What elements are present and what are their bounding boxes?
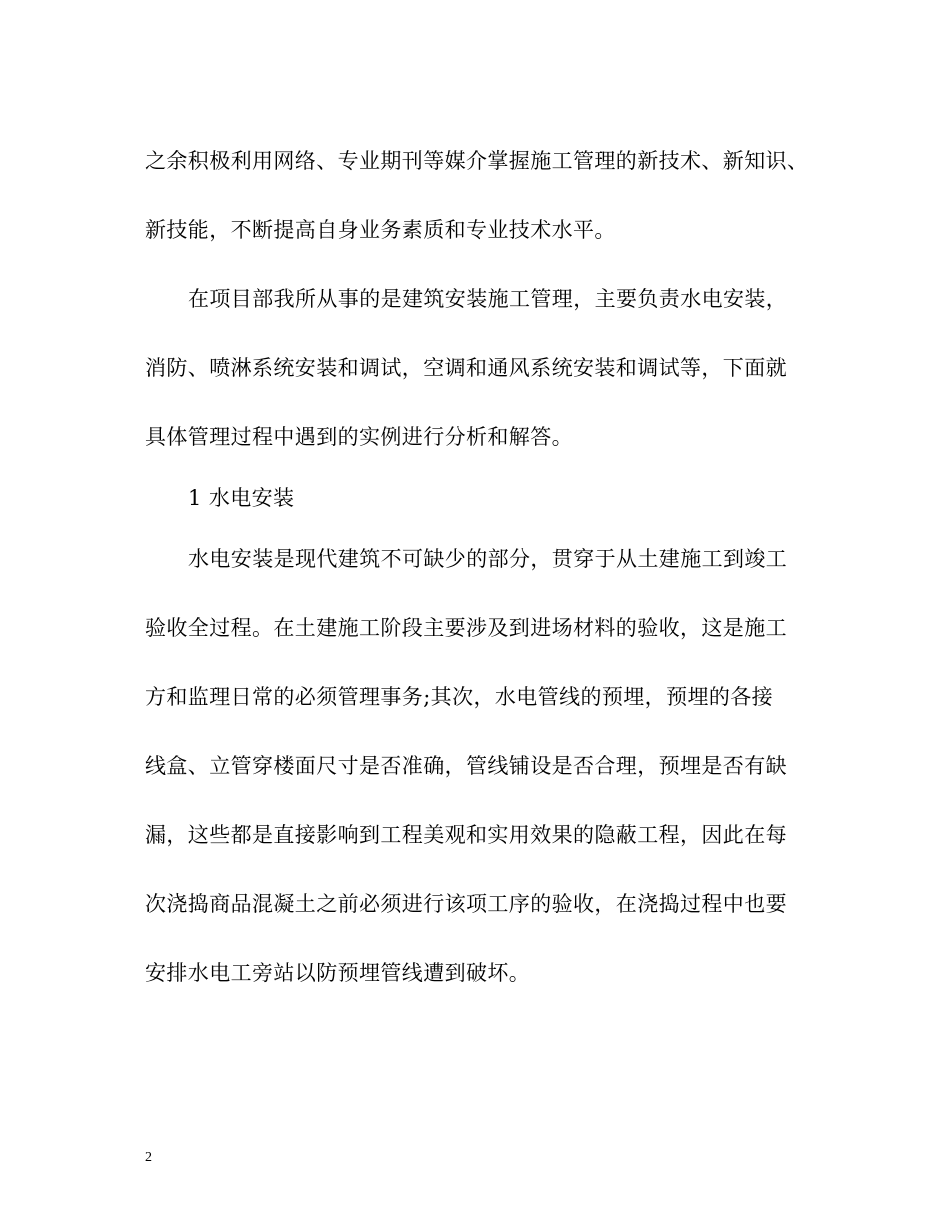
paragraph-line-12: 次浇捣商品混凝土之前必须进行该项工序的验收，在浇捣过程中也要 — [145, 892, 787, 916]
paragraph-line-8: 验收全过程。在土建施工阶段主要涉及到进场材料的验收，这是施工 — [145, 616, 787, 640]
paragraph-line-13: 安排水电工旁站以防预埋管线遭到破坏。 — [145, 961, 531, 985]
paragraph-line-7: 水电安装是现代建筑不可缺少的部分，贯穿于从土建施工到竣工 — [188, 547, 788, 571]
page-number: 2 — [145, 1150, 152, 1165]
paragraph-line-10: 线盒、立管穿楼面尺寸是否准确，管线铺设是否合理，预埋是否有缺 — [145, 754, 787, 778]
paragraph-line-11: 漏，这些都是直接影响到工程美观和实用效果的隐蔽工程，因此在每 — [145, 823, 787, 847]
paragraph-line-1: 之余积极利用网络、专业期刊等媒介掌握施工管理的新技术、新知识、 — [145, 149, 809, 173]
paragraph-line-2: 新技能，不断提高自身业务素质和专业技术水平。 — [145, 218, 616, 242]
paragraph-line-4: 消防、喷淋系统安装和调试，空调和通风系统安装和调试等，下面就 — [145, 356, 787, 380]
paragraph-line-5: 具体管理过程中遇到的实例进行分析和解答。 — [145, 425, 573, 449]
paragraph-line-9: 方和监理日常的必须管理事务;其次，水电管线的预埋，预埋的各接 — [145, 685, 774, 709]
paragraph-line-3: 在项目部我所从事的是建筑安装施工管理，主要负责水电安装， — [188, 287, 788, 311]
section-heading: 1 水电安装 — [188, 486, 295, 510]
